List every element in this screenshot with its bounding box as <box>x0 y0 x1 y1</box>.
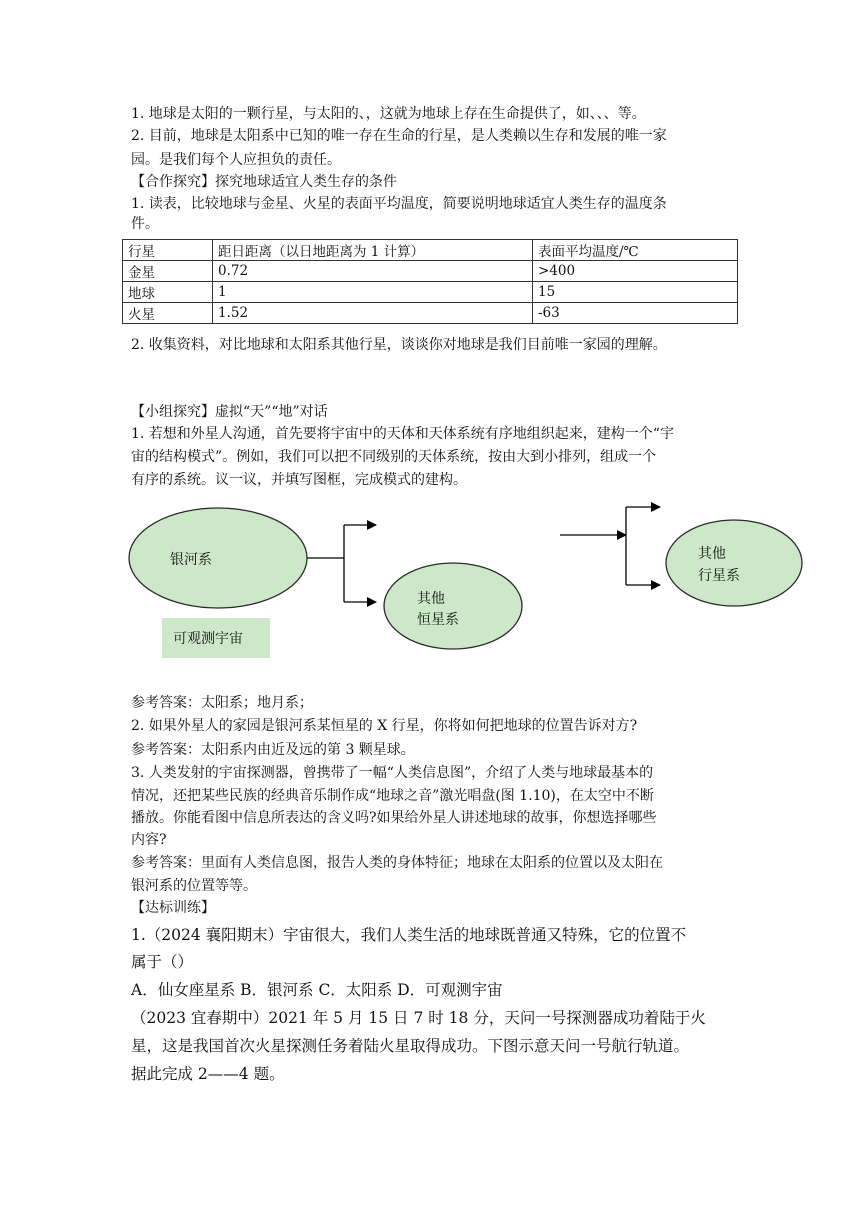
table-row <box>123 282 738 303</box>
group-question-1-line-1: 1. 若想和外星人沟通，首先要将宇宙中的天体和天体系统有序地组织起来，建构一个“宇 <box>131 426 674 442</box>
group-question-1-line-2: 宙的结构模式”。例如，我们可以把不同级别的天体系统，按由大到小排列，组成一个 <box>131 449 657 465</box>
group-question-3-line-3: 播放。你能看图中信息所表达的含义吗?如果给外星人讲述地球的故事，你想选择哪些 <box>131 810 657 826</box>
coop-question-2: 2. 收集资料，对比地球和太阳系其他行星，谈谈你对地球是我们目前唯一家园的理解。 <box>131 337 667 353</box>
table-cell: 0.72 <box>213 261 533 282</box>
training-passage-line-1: （2023 宜春期中）2021 年 5 月 15 日 7 时 18 分，天问一号探测器成功着陆于火 <box>131 1009 706 1027</box>
table-cell: 1.52 <box>213 303 533 324</box>
other-star-systems-label-1: 其他 <box>417 591 445 607</box>
table-header-cell: 距日距离（以日地距离为 1 计算） <box>213 240 533 261</box>
other-planetary-systems-label-1: 其他 <box>698 546 726 562</box>
observable-universe-label: 可观测宇宙 <box>173 631 243 647</box>
table-header-cell: 行星 <box>123 240 213 261</box>
table-cell: 地球 <box>123 282 213 303</box>
coop-question-1-line-1: 1. 读表，比较地球与金星、火星的表面平均温度，简要说明地球适宜人类生存的温度条 <box>131 196 667 212</box>
table-header-cell: 表面平均温度/℃ <box>533 240 738 261</box>
training-passage-line-3: 据此完成 2——4 题。 <box>131 1065 285 1083</box>
table-cell: 1 <box>213 282 533 303</box>
table-cell: 火星 <box>123 303 213 324</box>
training-passage-line-2: 星，这是我国首次火星探测任务着陆火星取得成功。下图示意天问一号航行轨道。 <box>131 1037 690 1055</box>
training-question-1-options: A．仙女座星系 B．银河系 C．太阳系 D．可观测宇宙 <box>131 981 503 999</box>
coop-question-1-line-2: 件。 <box>131 216 159 232</box>
answer-3-line-2: 银河系的位置等等。 <box>131 878 257 894</box>
galaxy-label: 银河系 <box>170 552 212 568</box>
table-header-row <box>123 240 738 261</box>
universe-structure-diagram <box>120 495 820 670</box>
group-question-3-line-4: 内容? <box>131 832 167 848</box>
coop-heading: 【合作探究】探究地球适宜人类生存的条件 <box>131 174 397 190</box>
other-planetary-systems-label-2: 行星系 <box>698 568 740 584</box>
answer-2: 参考答案：太阳系内由近及远的第 3 颗星球。 <box>131 742 415 758</box>
training-heading: 【达标训练】 <box>131 900 215 916</box>
answer-3-line-1: 参考答案：里面有人类信息图，报告人类的身体特征；地球在太阳系的位置以及太阳在 <box>131 855 663 871</box>
intro-line-1: 1. 地球是太阳的一颗行星，与太阳的、，这就为地球上存在生命提供了，如、、、等。 <box>131 106 646 122</box>
table-cell: -63 <box>533 303 738 324</box>
group-question-1-line-3: 有序的系统。议一议，并填写图框，完成模式的建构。 <box>131 472 467 488</box>
intro-line-3: 园。是我们每个人应担负的责任。 <box>131 152 341 168</box>
other-star-systems-ellipse <box>384 563 522 649</box>
group-question-3-line-1: 3. 人类发射的宇宙探测器，曾携带了一幅“人类信息图”，介绍了人类与地球最基本的 <box>131 765 654 781</box>
training-question-1-line-1: 1.（2024 襄阳期末）宇宙很大，我们人类生活的地球既普通又特殊，它的位置不 <box>131 926 687 944</box>
group-heading: 【小组探究】虚拟“天”“地”对话 <box>131 404 328 420</box>
intro-line-2: 2. 目前，地球是太阳系中已知的唯一存在生命的行星，是人类赖以生存和发展的唯一家 <box>131 128 667 144</box>
other-star-systems-label-2: 恒星系 <box>417 612 459 628</box>
group-question-2: 2. 如果外星人的家园是银河系某恒星的 X 行星，你将如何把地球的位置告诉对方? <box>131 718 638 734</box>
galaxy-ellipse <box>129 508 307 608</box>
table-row <box>123 261 738 282</box>
table-cell: 15 <box>533 282 738 303</box>
training-question-1-line-2: 属于（） <box>131 953 194 971</box>
planet-temperature-table <box>122 239 738 324</box>
group-question-3-line-2: 情况，还把某些民族的经典音乐制作成“地球之音”激光唱盘(图 1.10)，在太空中不断 <box>131 788 654 804</box>
table-cell: 金星 <box>123 261 213 282</box>
other-planetary-systems-ellipse <box>666 520 802 606</box>
table-row <box>123 303 738 324</box>
table-cell: >400 <box>533 261 738 282</box>
answer-1: 参考答案：太阳系；地月系； <box>131 695 313 711</box>
